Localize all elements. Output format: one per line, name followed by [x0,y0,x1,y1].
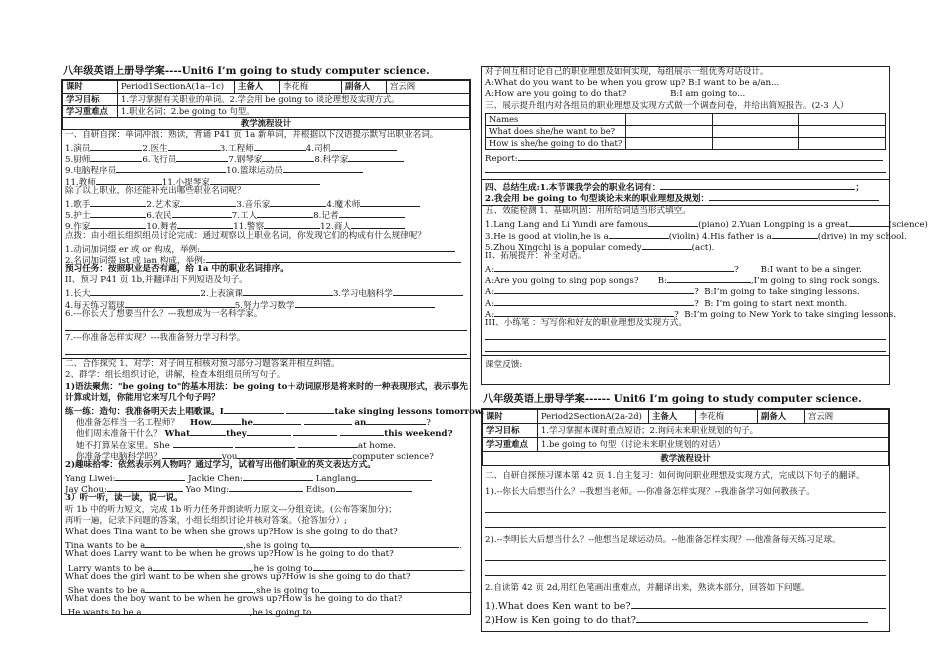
cell-label-main: 主备人 [235,81,280,93]
dialogue-model: A:How are you going to do that? B:I am going to... [485,89,746,100]
cell-label-key: 学习重难点 [483,437,538,451]
instruction: 预习任务：按照职业是否有趣，给 1a 中的职业名词排序。 [65,264,289,275]
answer-line [65,345,467,355]
report-line: Report: [485,151,886,162]
grammar-note: 计算或计划，你能用它来写几个句子吗？ [65,392,220,403]
word-row: 5.护士 6.农民 7.工人 8.记者 [65,208,467,219]
lesson-frame [61,79,485,619]
survey-row-label: What does she/he want to be? [486,125,626,137]
lesson-header-table-2 [482,409,889,466]
fill-line: 1.动词加词缀 er 或 or 构成，举例: [65,242,467,253]
word-row: 9.作家 10.舞者 11.警察 12.商人 [65,219,467,230]
page-title-2: 八年级英语上册导学案------ Unit6 I’m going to study computer science. [483,393,862,406]
section-summary [482,180,889,202]
instruction: 2、群学：组长组织讨论，讲解，检查本组组员所写句子。 [65,370,286,381]
question-line: 1).What does Ken want to be? [485,599,886,613]
cell-key: 1.职业名词；2.be going to 句型。 [118,105,470,117]
cell-goal: 1.学习掌握有关职业的单词。2.学会用 be going to 谈论理想及实现方式。 [118,93,470,105]
cell-label-period: 课时 [63,81,118,93]
sentence: 7.---你准备怎样实现？---我准备努力学习科学。 [65,333,246,344]
answer-row: She wants to be a ,she is going to . [65,583,467,594]
page-title: 八年级英语上册导学案----Unit6 I’m going to study computer science. [63,65,430,77]
instruction: 点拨：由小组长组织组员讨论完成：通过观察以上职业名词，你发现它们的构成有什么规律呢？ [65,230,426,241]
dialogue-blank: A: ? B:I want to be a singer. [485,262,886,273]
answer-row: He wants to be a ,he is going to . [65,605,467,616]
summary-line: 2.我会用 be going to 句型谈论未来的职业理想及规划： [485,191,886,202]
cell-period: Period2SectionA(2a-2d) [538,409,649,423]
instruction: 1).--你长大后想当什么？--我想当老师。---你准备怎样实现？--我准备学习如何教孩子。 [485,486,815,497]
cell-label-vice: 副备人 [342,81,387,93]
instruction: III、小练笔 ：写写你和好友的职业理想及实现方式。 [485,318,687,328]
instruction: II、拓展提升：补全对话。 [485,250,587,261]
instruction: 2).--李明长大后想当什么？--他想当足球运动员。--他准备怎样实现？---他准备每天练习足球。 [485,535,841,546]
name-row: Jay Chou: Yao Ming: Edison [65,482,467,493]
cell-period: Period1SectionA(1a--1c) [118,81,235,93]
question: What does Larry want to be when he grows up?How is he going to do that? [65,549,394,560]
dialogue-blank: A: ? B:I’m going to take singing lessons. [485,284,886,295]
survey-row-label: How is she/he going to do that? [486,137,626,149]
cell-main: 李花梅 [280,81,342,93]
cell-label-period: 课时 [483,409,538,423]
sentence: 6.---你长大了想要当什么？---我想成为一名科学家。 [65,308,263,319]
section-cooperate [62,359,485,619]
left-page [61,60,485,619]
question-line: 2)How is Ken going to do that? [485,613,886,627]
answer-line [485,566,886,576]
fill-blank: 1.Lang Lang and Li Yundi are famous (piano) 2.Yuan Longping is a great (science) [485,217,886,228]
section-self-study [62,130,470,355]
word-row: 5.厨师 6.飞行员 7.钢琴家 8.科学家 [65,152,467,163]
instruction: II、预习 P41 页 1b,并翻译出下列短语及句子。 [65,275,248,286]
phrase-row: 4.每天练习篮球 5.努力学习数学 [65,298,467,309]
word-row: 9.电脑程序员 10.篮球运动员 [65,163,467,174]
answer-line [65,321,467,331]
answer-line [485,518,886,528]
answer-line [485,503,886,513]
lesson-frame-2 [481,408,890,633]
name-row: Yang Liwei: Jackie Chen: Langlang [65,471,467,482]
instruction: 三、展示提升组内对各组员的职业理想及实现方式做一个调查问卷，并给出简短报告。(2-3 人） [485,100,849,111]
word-row: 1.歌手 2.艺术家 3.音乐家 4.魔术师 [65,197,467,208]
cell-label-goal: 学习目标 [483,423,538,437]
cell-vice: 宫云阁 [387,81,470,93]
cell-label-key: 学习重难点 [63,105,118,117]
lesson-header-table [62,80,470,129]
fill-blank: 5.Zhou Xingchi is a popular comedy (act). [485,240,886,251]
answer-row: Tina wants to be a ,she is going to . [65,538,467,549]
instruction: 一、自研自探：单词冲浪：熟读，背诵 P41 页 1a 新单词，并根据以下汉语提示默写出职业名词。 [65,129,439,140]
fill-line: 2.名词加词缀 ist 或 ian 构成，举例: [65,253,467,264]
question: What does the boy want to be when he grows up?How is he going to do that? [65,594,403,605]
summary-line: 四、总结生成:1.本节课我学会的职业名词有： ； [485,180,886,191]
right-page [481,60,928,632]
answer-line [485,342,886,352]
word-row: 1.演员 2.医生 3.工程师 4.司机 [65,141,467,152]
cell-vice: 宫云阁 [805,409,889,423]
section-dialogue [482,67,889,173]
feedback-label: 课堂反馈: [485,360,523,371]
instruction: 二、合作探究 1、对学：对子间互相核对预习部分习题答案并相互纠错。 [65,359,340,370]
section-self-study-2 [482,466,889,632]
answer-line [485,163,886,173]
phrase-row: 1.长大 2.上表演课 3.学习电脑科学 [65,286,467,297]
cell-label-main: 主备人 [649,409,696,423]
instruction: 对子间互相讨论自己的职业理想及如何实现，每组展示一组优秀对话设计。 [485,67,769,77]
cell-label-vice: 副备人 [758,409,805,423]
answer-line [485,551,886,561]
survey-row-label: Names [486,113,626,125]
instruction: 2)趣味拾零：依然表示列人物吗？通过学习，试着写出他们职业的英文表达方式。 [65,459,376,470]
section-test [482,206,928,352]
dialogue-blank: A: ? B:I’m going to New York to take singing lessons. [485,307,886,318]
question: What does Tina want to be when she grows up?How is she going to do that? [65,527,398,538]
instruction: 再听一遍，记录下问题的答案，小组长组织讨论并核对答案。（抢答加分）; [65,515,348,526]
instruction: 3）听一听，读一读，说一说。 [65,493,183,504]
answer-line [485,330,886,340]
instruction: 2.自读第 42 页 2d,用红色笔画出重难点，并翻译出来，熟读本部分，回答如下问题。 [485,583,810,594]
instruction: 除了以上职业，你还能补充出哪些职业名词呢？ [65,185,246,196]
instruction: 听 1b 中的听力短文，完成 1b 听力任务并朗读听力原文---分组竞读。(公布答案加分)； [65,504,397,515]
instruction: 二、自研自探预习课本第 42 页 1.自主复习：如何询问职业理想及实现方式，完成以下句子的翻译。 [485,470,865,481]
flow-title: 教学流程设计 [63,117,470,129]
fill-blank: 3.He is good at violin,he is a (violin) 4.His father is a (drive) in my school. [485,229,886,240]
exercise-line: 你准备学电脑科学吗？ you computer science? [65,449,467,460]
dialogue-blank: A: ? B: I’m going to start next month. [485,296,886,307]
exercise-line: 练一练：造句：我准备明天去上唱歌课。I take singing lessons tomorrow. [65,404,467,415]
question: What does the girl want to be when she grows up?How is she going to do that? [65,571,411,582]
cell-goal: 1.学习掌握本课时重点短语；2.询问未来职业规划的句子。 [538,423,889,437]
cell-main: 李花梅 [696,409,758,423]
exercise-line: 他们周末准备干什么？ What they this weekend? [65,426,467,437]
grammar-note: 1)语法聚焦："be going to"的基本用法：be going to＋动词原形是将来时的一种表现形式，表示事先 [65,381,468,392]
instruction: 五、效能检测 1、基础巩固：用所给词适当形式填空。 [485,206,691,217]
cell-key: 1.be going to 句型（讨论未来职业规划的对话） [538,437,889,451]
section-feedback [482,360,889,382]
dialogue-model: A:What do you want to be when you grow up? B:I want to be a/an... [485,78,780,89]
exercise-line: 她不打算呆在家里。She at home. [65,438,467,449]
answer-row: Larry wants to be a ,he is going to . [65,561,467,572]
survey-table [485,113,886,150]
dialogue-blank: A:Are you going to sing pop songs? B: ,I’m going to sing rock songs. [485,273,886,284]
word-row: 11.教师 11.小提琴家 [65,175,467,186]
exercise-line: 他准备怎样当一名工程师？ How he an ? [65,415,467,426]
continued-frame [481,66,928,385]
cell-label-goal: 学习目标 [63,93,118,105]
flow-title: 教学流程设计 [483,451,889,465]
